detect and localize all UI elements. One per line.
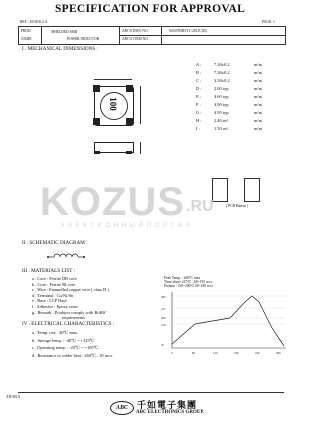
dimension-unit: m/m: [254, 62, 263, 67]
reflow-x-label: 120: [213, 351, 218, 355]
footer-divider: [18, 392, 284, 393]
pcb-pattern-label: ( PCB Pattern ): [226, 204, 249, 208]
dimension-unit: m/m: [254, 78, 263, 83]
watermark-suffix: .RU: [186, 198, 214, 215]
dimension-unit: m/m: [254, 86, 263, 91]
materials-list: [32, 276, 109, 321]
material-item: e . Base : LCP Base: [32, 298, 67, 304]
name-label: NAME: [21, 37, 32, 41]
electrical-list: [32, 330, 113, 360]
reflow-x-label: 240: [255, 351, 260, 355]
dimension-row: [196, 110, 276, 118]
reflow-x-label: 60: [192, 351, 195, 355]
terminal-corner-icon: [126, 85, 133, 92]
reflow-x-label: 0: [171, 351, 173, 355]
material-item: g . Remark : Products comply with RoHS': [32, 309, 106, 315]
dimension-row: [196, 70, 276, 78]
reflow-x-label: 300: [276, 351, 281, 355]
dimension-value: 2.00 typ.: [214, 86, 230, 91]
component-marking: 100: [108, 97, 118, 111]
dimension-value: 7.30±0.2: [214, 62, 230, 67]
pcb-pad: [244, 178, 260, 202]
schematic-diagram: [46, 248, 86, 266]
dimension-label: G :: [196, 110, 202, 115]
dimension-value: 1.50 ref.: [214, 126, 229, 131]
dimension-row: [196, 62, 276, 70]
logo-text: ABC: [115, 405, 128, 411]
page-number: PAGE: 1: [262, 20, 275, 24]
side-terminal-icon: [126, 151, 132, 154]
electrical-item: a . Temp. rise : 40℃ max.: [32, 330, 79, 335]
reflow-legend-1: Peak Temp. : 260℃ max: [164, 276, 201, 280]
dimension-row: [196, 94, 276, 102]
watermark-cyrillic: Э Л Е К Т Р О Н Н Ы Й П О Р Т А Л: [60, 223, 191, 229]
prod-line2: POWER INDUCTOR: [67, 37, 99, 41]
dimension-value: 4.95 typ.: [214, 110, 230, 115]
dimension-value: 3.50±0.2: [214, 78, 230, 83]
reflow-y-label: 217: [161, 307, 166, 311]
dimension-value: 4.90 typ.: [214, 102, 230, 107]
electrical-item: c . Operating temp. : -25℃ ~ +105℃: [32, 345, 99, 350]
dimension-label: B :: [196, 70, 202, 75]
dimension-unit: m/m: [254, 70, 263, 75]
dimensions-list: [196, 62, 276, 134]
form-number: AR-001A: [6, 395, 21, 399]
reflow-y-label: 25: [161, 343, 164, 347]
side-terminal-icon: [94, 151, 100, 154]
dimension-row: [196, 102, 276, 110]
page-title: SPECIFICATION FOR APPROVAL: [54, 3, 246, 15]
dimension-unit: m/m: [254, 126, 263, 131]
dwg-value: SS50783R3YL-2013C(D): [169, 29, 207, 33]
ref-number: REF : 20100112-A: [20, 20, 48, 24]
dimension-value: 4.60 typ.: [214, 94, 230, 99]
reflow-y-label: 150: [161, 323, 166, 327]
dimension-row: [196, 86, 276, 94]
material-item: c . Wire : Enamelled copper wire ( class H ): [32, 287, 109, 293]
info-table: [18, 26, 286, 45]
dimension-label: H :: [196, 118, 202, 123]
company-name-cn: 千如電子集團: [137, 400, 198, 410]
dimension-label: A :: [196, 62, 202, 67]
section-materials: III . MATERIALS LIST :: [22, 268, 76, 274]
dimension-row: [196, 118, 276, 126]
company-logo: [110, 401, 134, 415]
material-item: b . Core : Ferrite RI core: [32, 281, 76, 287]
dimension-label: E :: [196, 94, 201, 99]
electrical-item: d . Resistance to solder heat : 260℃ , 10 secs.: [32, 352, 114, 358]
reflow-x-label: 180: [234, 351, 239, 355]
material-item: f . Adhesive : Epoxy resin: [32, 303, 78, 309]
dwg-label: ABC'S DWG NO.: [122, 29, 149, 33]
dimension-value: 2.40 ref.: [214, 118, 229, 123]
dimension-label: C :: [196, 78, 202, 83]
dimension-unit: m/m: [254, 94, 263, 99]
dimension-label: D :: [196, 86, 202, 91]
company-name-en: ABC ELECTRONICS GROUP.: [136, 410, 205, 415]
dimension-unit: m/m: [254, 102, 263, 107]
watermark-logo: KOZUS: [40, 180, 185, 224]
dimension-row: [196, 78, 276, 86]
material-item: a . Core : Ferrite DR core: [32, 276, 77, 281]
reflow-profile: [160, 276, 290, 358]
dimension-label: I :: [196, 126, 200, 131]
dimension-unit: m/m: [254, 110, 263, 115]
reflow-y-label: 200: [161, 316, 166, 320]
reflow-legend-2: Time above 217℃ : 60~150 secs: [164, 280, 212, 284]
reflow-legend-3: Preheat : 150~200℃ 60~180 secs: [164, 284, 214, 288]
section-mechanical: I . MECHANICAL DIMENSIONS :: [22, 46, 99, 52]
terminal-corner-icon: [126, 118, 133, 125]
electrical-item: b . Storage temp. : -40℃ ~ +125℃: [32, 337, 95, 343]
prod-label: PROD.: [21, 29, 32, 33]
section-electrical: IV . ELECTRICAL CHARACTERISTICS :: [22, 321, 115, 327]
dimension-unit: m/m: [254, 118, 263, 123]
section-schematic: II . SCHEMATIC DIAGRAM :: [22, 240, 88, 246]
pcb-pattern: [206, 174, 266, 210]
dimension-value: 7.30±0.2: [214, 70, 230, 75]
reflow-y-label: 260: [161, 295, 166, 299]
terminal-corner-icon: [93, 118, 100, 125]
pcb-pad: [212, 178, 228, 202]
material-item: requirements: [62, 315, 85, 321]
dimension-label: F :: [196, 102, 201, 107]
material-item: d . Terminal : Cu/Ni/Sn: [32, 292, 74, 298]
item-label: ABC'S ITEM NO.: [122, 37, 149, 41]
reflow-curve: [160, 288, 290, 358]
prod-line1: SHIELDED SMD: [51, 30, 78, 34]
terminal-corner-icon: [93, 85, 100, 92]
dimension-row: [196, 126, 276, 134]
